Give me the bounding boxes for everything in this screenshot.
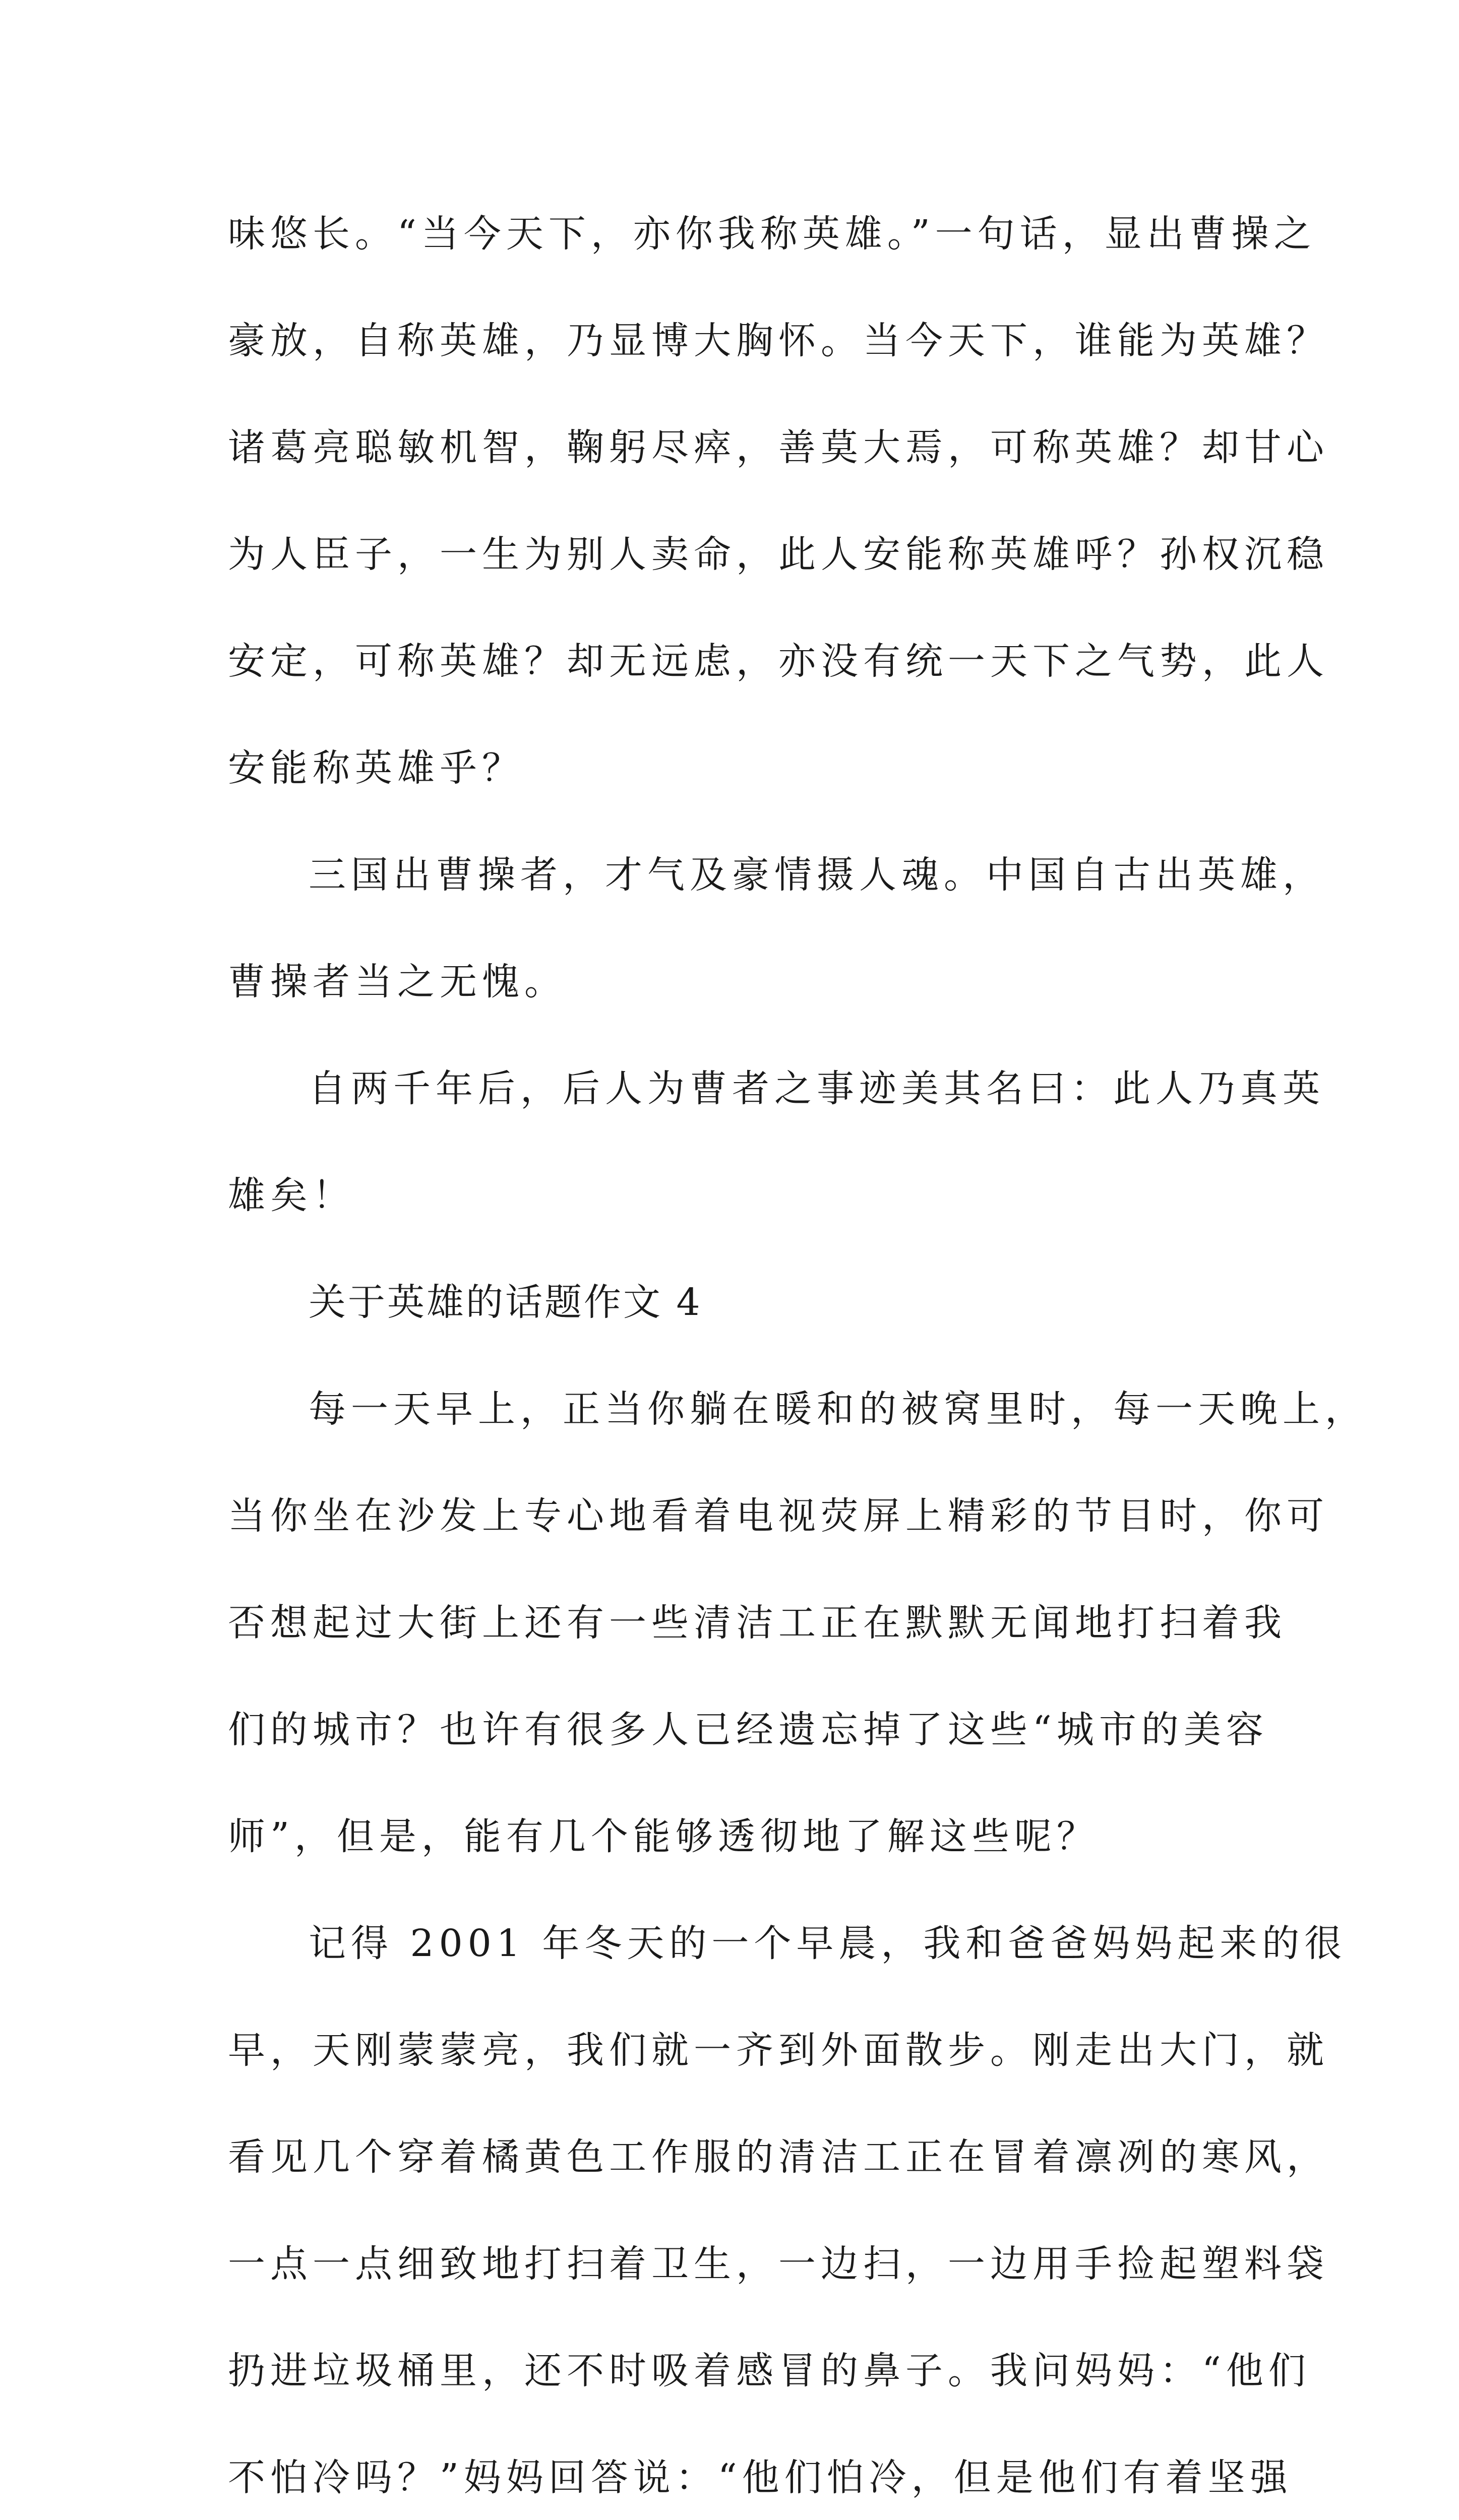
section-heading-text: 关于英雄的话题作文 4: [309, 1281, 702, 1324]
paragraph: [228, 180, 1329, 822]
paragraph-line: 师”，但是，能有几个能够透彻地了解这些呢？: [228, 1815, 1099, 1858]
page-content: [228, 180, 1367, 2520]
paragraph-line: 豪放，自称英雄，乃显博大胸怀。当今天下，谁能为英雄？: [228, 319, 1329, 362]
paragraph-line: 看见几个穿着橘黄色工作服的清洁工正在冒着凛冽的寒风，: [228, 2135, 1329, 2179]
paragraph: [228, 1890, 1347, 2520]
paragraph-line: 三国出曹操者，才气及豪情摄人魂。中国自古出英雄，: [309, 853, 1325, 897]
paragraph-line: 为人臣子，一生为别人卖命，此人安能称英雄呼？孙权沉稳: [228, 533, 1329, 576]
paragraph-line: 诸葛亮聪敏机智，鞠躬尽瘁，善莫大焉，可称英雄？却甘心: [228, 426, 1329, 469]
paragraph-line: 自两千年后，后人为曹者之事迹美其名曰：此人乃真英: [309, 1067, 1325, 1110]
paragraph: [228, 822, 1325, 1035]
paragraph-line: 味悠长。“当今天下，亦你我称英雄。”一句话，显出曹操之: [228, 212, 1316, 256]
paragraph-line: 安能称英雄乎？: [228, 746, 524, 790]
paragraph-line: 安定，可称英雄？却无远虑，亦没有统一天下之气势，此人: [228, 640, 1329, 683]
paragraph-line: 记得 2001 年冬天的一个早晨，我和爸爸妈妈起来的很: [309, 1922, 1347, 1965]
paragraph-line: 当你坐在沙发上专心地看着电视荧屏上精彩的节目时，你可: [228, 1494, 1329, 1538]
paragraph-line: 一点一点细致地打扫着卫生，一边扫，一边用手捡起塑料袋: [228, 2242, 1329, 2286]
paragraph: [228, 1035, 1325, 1249]
paragraph-line: 早，天刚蒙蒙亮，我们就一齐到外面散步。刚走出大门，就: [228, 2029, 1329, 2072]
section-heading: [228, 1249, 1236, 1356]
paragraph-line: 每一天早上，正当你躺在暖和的被窝里时，每一天晚上，: [309, 1388, 1367, 1431]
paragraph-line: 扔进垃圾桶里，还不时吸着感冒的鼻子。我问妈妈：“他们: [228, 2349, 1311, 2392]
paragraph-line: 们的城市？也许有很多人已经遗忘掉了这些“城市的美容: [228, 1708, 1268, 1751]
paragraph-line: 雄矣！: [228, 1174, 355, 1217]
paragraph-line: 否想起过大街上还有一些清洁工正在默默无闻地打扫着我: [228, 1601, 1287, 1645]
paragraph-line: 曹操者当之无愧。: [228, 960, 567, 1003]
paragraph: [228, 1356, 1367, 1890]
paragraph-line: 不怕冷吗？”妈妈回答说：“他们怕冷，但是他们有着坚强: [228, 2456, 1293, 2499]
